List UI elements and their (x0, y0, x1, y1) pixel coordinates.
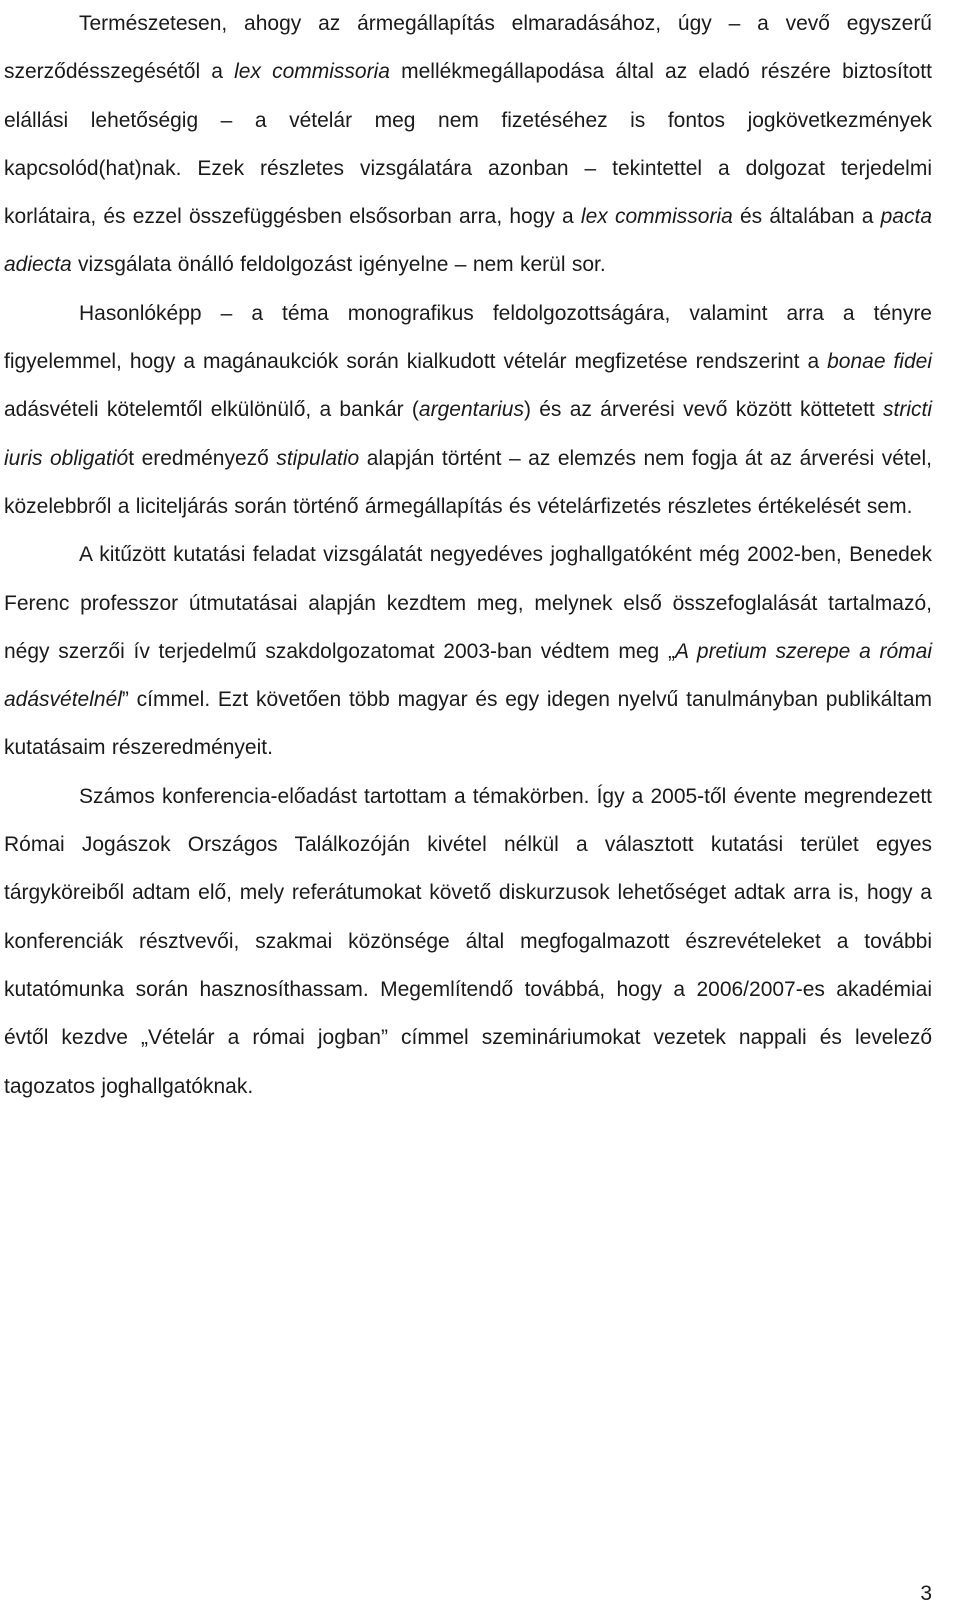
paragraph-4 (4, 773, 932, 1111)
para1-text: és általában a (732, 205, 881, 229)
para4-text: Számos konferencia-előadást tartottam a témakörben. Így a 2005-től évente megrendezett Római Jogászok Országos Találkozóján kivétel nélkül a választott kutatási terület egyes tárgyköreiből adtam elő, mely referátumokat követő diskurzusok lehetőséget adtak arra is, hogy a konferenciák résztvevői, szakmai közönsége által megfogalmazott észrevételeket a további kutatómunka során hasznosíthassam. Megemlítendő továbbá, hogy a 2006/2007-es akadémiai évtől kezdve „Vételár a római jogban” címmel szemináriumokat vezetek nappali és levelező tagozatos joghallgatóknak. (4, 784, 932, 1098)
paragraph-2 (4, 290, 932, 531)
para2-italic-stipulatio: stipulatio (276, 446, 360, 470)
para2-text: t eredményező (128, 446, 277, 470)
para1-italic-lex-commissoria: lex commissoria (234, 60, 390, 84)
page-number: 3 (920, 1582, 932, 1605)
para3-text: ” címmel. Ezt követően több magyar és egy idegen nyelvű tanulmányban publikáltam kutatásaim részeredményeit. (4, 688, 932, 760)
para3-text: A kitűzött kutatási feladat vizsgálatát negyedéves joghallgatóként még 2002-ben, Benedek Ferenc professzor útmutatásai alapján kezdtem meg, melynek első összefoglalását tartalmazó, négy szerzői ív terjedelmű szakdolgozatomat 2003-ban védtem meg „ (4, 543, 932, 663)
para1-italic-lex-commissoria-2: lex commissoria (580, 205, 733, 229)
para2-text: adásvételi kötelemtől elkülönülő, a bankár ( (4, 398, 419, 422)
para2-italic-bonae-fidei: bonae fidei (827, 350, 932, 374)
para2-italic-argentarius: argentarius (418, 398, 524, 422)
para1-text: Természetesen, ahogy az ármegállapítás elmaradásához, úgy – a vevő egyszerű szerződésszegésétől a (4, 12, 932, 84)
para2-italic-stricti-iuris: stricti iuris obligatió (4, 398, 933, 470)
para1-text: vizsgálata önálló feldolgozást igényelne – nem kerül sor. (71, 253, 606, 277)
para2-text: alapján történt – az elemzés nem fogja át az árverési vétel, közelebbről a liciteljárás során történő ármegállapítás és vételárfizetés részletes értékelését sem. (4, 446, 932, 518)
paragraph-1 (4, 0, 932, 290)
para3-italic-title: A pretium szerepe a római adásvételnél (4, 639, 932, 712)
para1-italic-pacta-adiecta: pacta adiecta (4, 205, 932, 277)
para2-text: Hasonlóképp – a téma monografikus feldolgozottságára, valamint arra a tényre figyelemmel, hogy a magánaukciók során kialkudott vételár megfizetése rendszerint a (4, 301, 932, 374)
para1-text: mellékmegállapodása által az eladó részére biztosított elállási lehetőségig – a vételár meg nem fizetéséhez is fontos jogkövetkezmények kapcsolód(hat)nak. Ezek részletes vizsgálatára azonban – tekintettel a dolgozat terjedelmi korlátaira, és ezzel összefüggésben elsősorban arra, hogy a (4, 60, 932, 229)
document-page (4, 0, 932, 1111)
paragraph-3 (4, 531, 932, 772)
para2-text: ) és az árverési vevő között köttetett (523, 398, 884, 422)
